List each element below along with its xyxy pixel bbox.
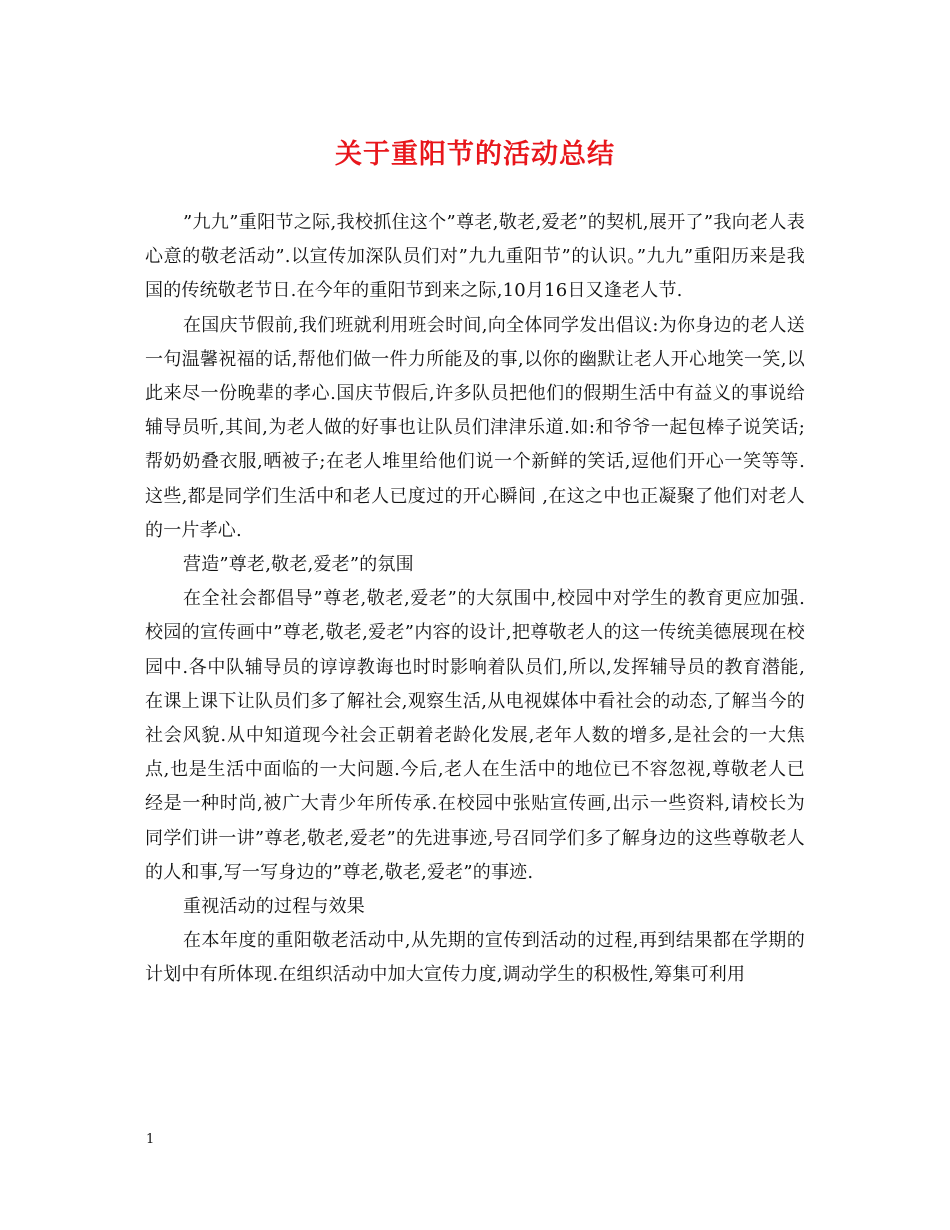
- section-heading: 营造”尊老,敬老,爱老”的氛围: [183, 554, 414, 576]
- document-body: [145, 206, 805, 993]
- page-number: 1: [146, 1132, 155, 1147]
- paragraph: 在全社会都倡导”尊老,敬老,爱老”的大氛围中,校园中对学生的教育更应加强.校园的宣传画中”尊老,敬老,爱老”内容的设计,把尊敬老人的这一传统美德展现在校园中.各中队辅导员的谆谆教诲也时时影响着队员们,所以,发挥辅导员的教育潜能,在课上课下让队员们多了解社会,观察生活,从电视媒体中看社会的动态,了解当今的社会风貌.从中知道现今社会正朝着老龄化发展,老年人数的增多,是社会的一大焦点,也是生活中面临的一大问题.今后,老人在生活中的地位已不容忽视,尊敬老人已经是一种时尚,被广大青少年所传承.在校园中张贴宣传画,出示一些资料,请校长为同学们讲一讲”尊老,敬老,爱老”的先进事迹,号召同学们多了解身边的这些尊敬老人的人和事,写一写身边的”尊老,敬老,爱老”的事迹.: [145, 588, 805, 883]
- paragraph: ”九九”重阳节之际,我校抓住这个”尊老,敬老,爱老”的契机,展开了”我向老人表心意的敬老活动”.以宣传加深队员们对”九九重阳节”的认识。”九九”重阳历来是我国的传统敬老节日.在今年的重阳节到来之际,10月16日又逢老人节.: [145, 212, 805, 302]
- paragraph: 在国庆节假前,我们班就利用班会时间,向全体同学发出倡议:为你身边的老人送一句温馨祝福的话,帮他们做一件力所能及的事,以你的幽默让老人开心地笑一笑,以此来尽一份晚辈的孝心.国庆节假后,许多队员把他们的假期生活中有益义的事说给辅导员听,其间,为老人做的好事也让队员们津津乐道.如:和爷爷一起包棒子说笑话;帮奶奶叠衣服,晒被子;在老人堆里给他们说一个新鲜的笑话,逗他们开心一笑等等.这些,都是同学们生活中和老人已度过的开心瞬间 ,在这之中也正凝聚了他们对老人的一片孝心.: [145, 314, 805, 541]
- document-title: 关于重阳节的活动总结: [335, 139, 615, 170]
- paragraph: 在本年度的重阳敬老活动中,从先期的宣传到活动的过程,再到结果都在学期的计划中有所体现.在组织活动中加大宣传力度,调动学生的积极性,筹集可利用: [145, 930, 805, 986]
- section-heading: 重视活动的过程与效果: [183, 896, 365, 918]
